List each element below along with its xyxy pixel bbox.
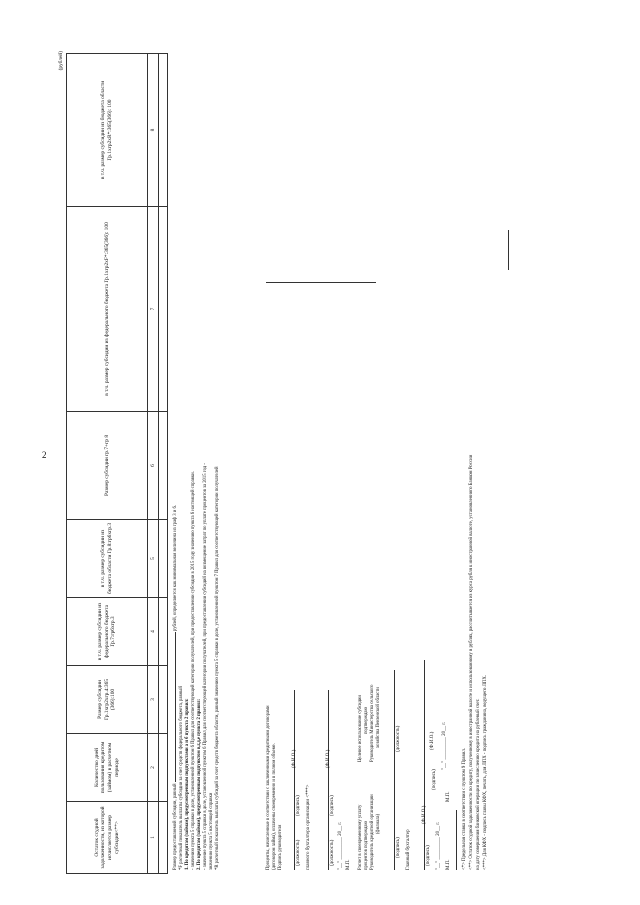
note-point5: - значению пункта 5 справки в доле, установленной пунктом 6 Правил для соответствующей категории получателей, при предоставлении субсидии в 2015 году значению пункта 6 настоящей справки. xyxy=(191,471,196,870)
data-row xyxy=(159,54,168,874)
stamp-mark: М.П. xyxy=(446,791,451,802)
note-credit-vgde: 2. По кредитам (займам), предусмотренным подпунктом в,г,д,е пункта 2 правил: xyxy=(197,698,202,870)
fio-caption: (Ф.И.О.) xyxy=(422,805,427,824)
intro-block xyxy=(266,705,284,870)
column-number: 3 xyxy=(148,666,159,734)
notes-block xyxy=(173,463,221,870)
column-number: 6 xyxy=(148,412,159,520)
column-number-row xyxy=(148,54,159,874)
date-line: "__" _________ 20__ г. xyxy=(338,821,343,870)
footnote: <**> Остаток ссудной задолженности по кредиту, полученному в иностранной валюте и использованному в рублях, рассчитывается из курса рубля к иностранной валюте, установленного Банком России xyxy=(469,454,474,870)
signature-caption: (подпись) xyxy=(426,845,431,866)
signature-caption: (подпись) xyxy=(330,795,335,816)
header-cell: Размер субсидии гр.7+гр 8 xyxy=(67,412,148,520)
date-line: "__" _________ 20__ г. xyxy=(442,721,447,770)
chief-accountant-label: Главный бухгалтер xyxy=(406,829,411,870)
footnote: <*> Предельная ставка в соответствии с пунктом 9 Правил. xyxy=(462,748,467,870)
column-number: 7 xyxy=(148,207,159,412)
header-cell: в т.ч. размер субсидии из федерального бюджета Гр.1хгр2хF*:365(366): 100 xyxy=(67,207,148,412)
note-point5-2015: - значение пункта 5 справки в доле, установленной пунктом 6 Правил для соответствующей категории получателей, при предоставлении субсидий на возмещение затрат по уплате процентов за 2015 год - xyxy=(203,463,208,870)
signature-line xyxy=(328,690,329,870)
column-number: 1 xyxy=(148,802,159,874)
fio-caption: (Ф.И.О.) xyxy=(292,749,297,768)
intro-line: (договором займа), оплачены своевременно и в полном объеме. xyxy=(272,743,277,870)
units-label: (рублей) xyxy=(58,51,64,71)
footnote: на дату совершения банковской операции по зачислению кредита на рублевый счет. xyxy=(476,698,481,870)
chief-accountant-org-label: главного бухгалтера организации <***> xyxy=(306,784,311,870)
intro-line: Проценты, начисленные в соответствии с заключенными кредитными договорами xyxy=(266,705,271,870)
ministry-confirmation: Целевое использование субсидии подтверждаю Руководитель Министерства сельского хозяйства Пензенской области xyxy=(358,684,381,762)
fio-caption: (Ф.И.О.) xyxy=(430,731,435,750)
column-number: 5 xyxy=(148,520,159,598)
column-number: 4 xyxy=(148,598,159,666)
header-row xyxy=(67,54,148,874)
header-cell: в т.ч. размер субсидии из бюджета области Гр.1хгр2хR*:365(366): 100 xyxy=(67,54,148,207)
column-number: 8 xyxy=(148,54,159,207)
signature-line xyxy=(394,670,395,870)
rotated-document xyxy=(58,35,633,880)
footnote: <***> Для КФХ - подпись главы КФХ, печать, для ЛПХ - подпись гражданина, ведущего ЛПХ. xyxy=(483,674,488,870)
signature-line xyxy=(424,660,425,870)
stamp-mark: М.П. xyxy=(346,859,351,870)
note-point5-current: значению пункта 5 настоящей справки xyxy=(209,792,214,870)
intro-line: Подпись руководителя xyxy=(278,824,283,870)
divider xyxy=(266,282,376,283)
note-r: *R расчетный показатель выплаты субсидий за счет средств бюджета области, равный значению пункта 5 справки в доле, установленной пунктом 7 Правил для соответствующей категории получателей xyxy=(215,466,220,870)
signature-caption: (подпись) xyxy=(296,795,301,816)
subsidy-table xyxy=(66,53,168,874)
divider xyxy=(508,230,509,270)
header-cell: в т.ч. размер субсидии из бюджета области Гр.8:гр6хгр.3 xyxy=(67,520,148,598)
header-cell: в т.ч. размер субсидии из федерального бюджета Гр.7:гр6хгр.3 xyxy=(67,598,148,666)
header-cell: Количество дней пользования кредитом (займом) в расчетном периоде xyxy=(67,734,148,802)
bank-confirmation: Расчет в своевременному уплату процентов подтверждаю Руководитель кредитной организации (филиала) xyxy=(358,794,381,870)
note-credit-ab: 1. По кредитам (займам), предусмотренным подпунктами а и б пункта 2 правил: xyxy=(185,698,190,870)
footnote-separator xyxy=(456,810,457,870)
fio-caption: (Ф.И.О.) xyxy=(326,749,331,768)
total-line: Размер предоставляемой субсидии, равный рублей, определяется как минимальная величина из граф 3 и 6. xyxy=(173,505,178,870)
signature-caption: (подпись) xyxy=(396,837,401,858)
position-caption: (должность) xyxy=(396,725,401,752)
signature-caption: (подпись) xyxy=(432,769,437,790)
page-number: 2 xyxy=(42,450,47,460)
header-cell: Остаток ссудной задолженности, из которой исчисляется размер субсидии<**> xyxy=(67,802,148,874)
header-cell: Размер субсидии Гр.1хгр2хгр.4:365 (366):100 xyxy=(67,666,148,734)
position-caption: (должность) xyxy=(330,839,335,866)
column-number: 2 xyxy=(148,734,159,802)
signature-line xyxy=(294,690,295,870)
date-line: "__" _________ 20__ г. xyxy=(436,821,441,870)
position-caption: (должность) xyxy=(296,839,301,866)
stamp-mark: М.П. xyxy=(446,859,451,870)
note-f: *F расчетный показатель выплаты субсидии за счет средств федерального бюджета, равный xyxy=(179,686,184,870)
